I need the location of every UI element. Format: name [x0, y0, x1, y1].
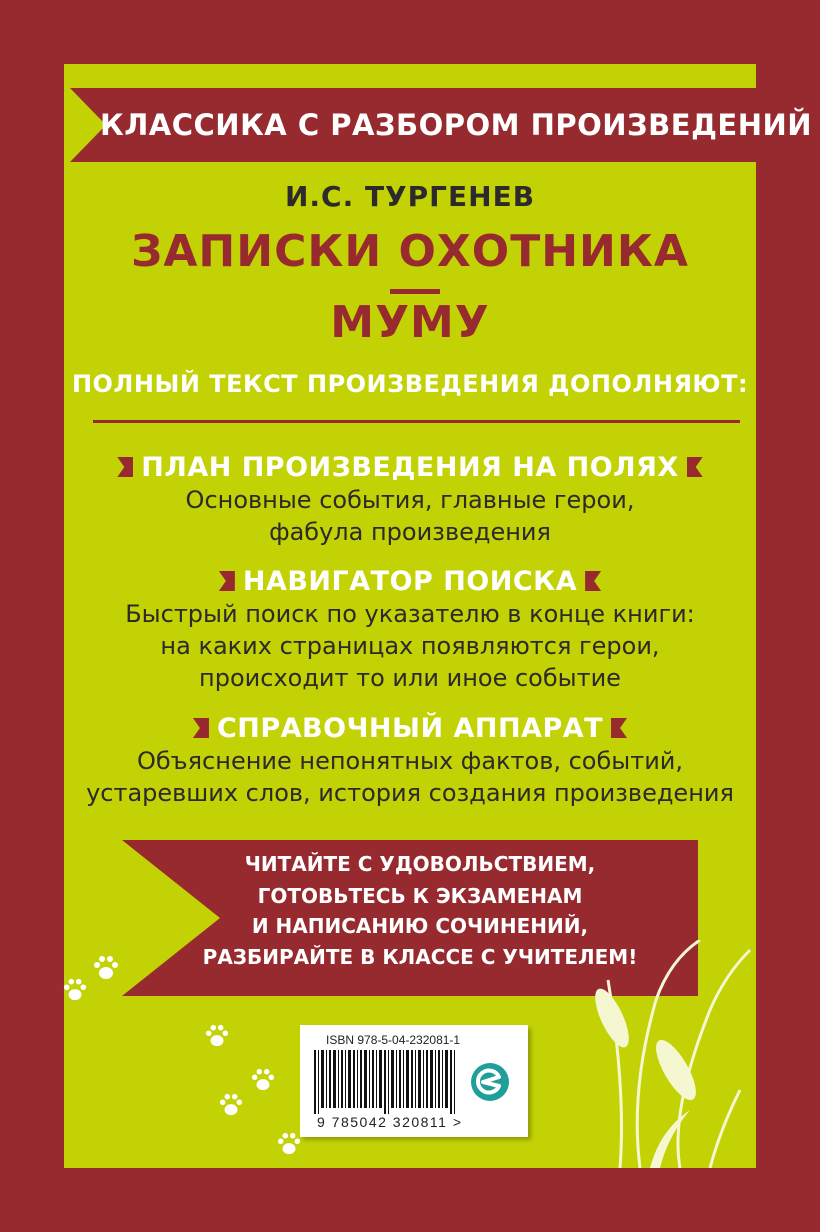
- feature-description: [0, 598, 820, 694]
- reeds-illustration: [560, 940, 756, 1168]
- feature-line: Быстрый поиск по указателю в конце книги:: [125, 600, 695, 628]
- feature-heading-text: СПРАВОЧНЫЙ АППАРАТ: [216, 713, 604, 744]
- book-title: ЗАПИСКИ ОХОТНИКА: [131, 226, 689, 277]
- feature-line: на каких страницах появляются герои,: [160, 632, 660, 660]
- bracket-right-icon: [687, 457, 703, 477]
- bracket-left-icon: [117, 457, 133, 477]
- author-name: И.С. ТУРГЕНЕВ: [284, 180, 536, 213]
- paw-print-icon: [250, 1068, 276, 1092]
- bracket-right-icon: [611, 718, 627, 738]
- feature-line: фабула произведения: [269, 518, 551, 546]
- divider: [93, 420, 740, 423]
- bracket-left-icon: [193, 718, 209, 738]
- paw-print-icon: [218, 1093, 244, 1117]
- bracket-left-icon: [219, 571, 235, 591]
- bracket-right-icon: [585, 571, 601, 591]
- isbn-text: ISBN 978-5-04-232081-1: [326, 1033, 461, 1047]
- feature-line: Основные события, главные герои,: [185, 486, 635, 514]
- feature-line: устаревших слов, история создания произведения: [86, 779, 734, 807]
- feature-heading: [0, 452, 820, 483]
- book-subtitle: МУМУ: [330, 297, 490, 348]
- feature-line: происходит то или иное событие: [199, 664, 621, 692]
- barcode-bars: [314, 1050, 464, 1114]
- feature-heading: [0, 566, 820, 597]
- cta-line: РАЗБИРАЙТЕ В КЛАССЕ С УЧИТЕЛЕМ!: [202, 945, 638, 969]
- series-title: КЛАССИКА С РАЗБОРОМ ПРОИЗВЕДЕНИЙ: [100, 108, 813, 142]
- supplement-heading: ПОЛНЫЙ ТЕКСТ ПРОИЗВЕДЕНИЯ ДОПОЛНЯЮТ:: [71, 370, 749, 398]
- cta-line: ЧИТАЙТЕ С УДОВОЛЬСТВИЕМ,: [244, 852, 596, 876]
- title-separator: [390, 289, 440, 294]
- feature-heading-text: НАВИГАТОР ПОИСКА: [242, 566, 578, 597]
- feature-heading: [0, 713, 820, 744]
- feature-description: [0, 745, 820, 809]
- paw-print-icon: [276, 1132, 302, 1156]
- paw-print-icon: [92, 955, 120, 981]
- feature-line: Объяснение непонятных фактов, событий,: [136, 747, 684, 775]
- cta-line: ГОТОВЬТЕСЬ К ЭКЗАМЕНАМ: [257, 884, 583, 908]
- barcode-digits: 9 785042 320811 >: [317, 1114, 463, 1130]
- feature-description: [0, 484, 820, 548]
- feature-heading-text: ПЛАН ПРОИЗВЕДЕНИЯ НА ПОЛЯХ: [141, 452, 679, 483]
- paw-print-icon: [204, 1024, 230, 1048]
- cta-line: И НАПИСАНИЮ СОЧИНЕНИЙ,: [251, 914, 589, 938]
- paw-print-icon: [62, 978, 88, 1002]
- publisher-logo-icon: [470, 1062, 510, 1102]
